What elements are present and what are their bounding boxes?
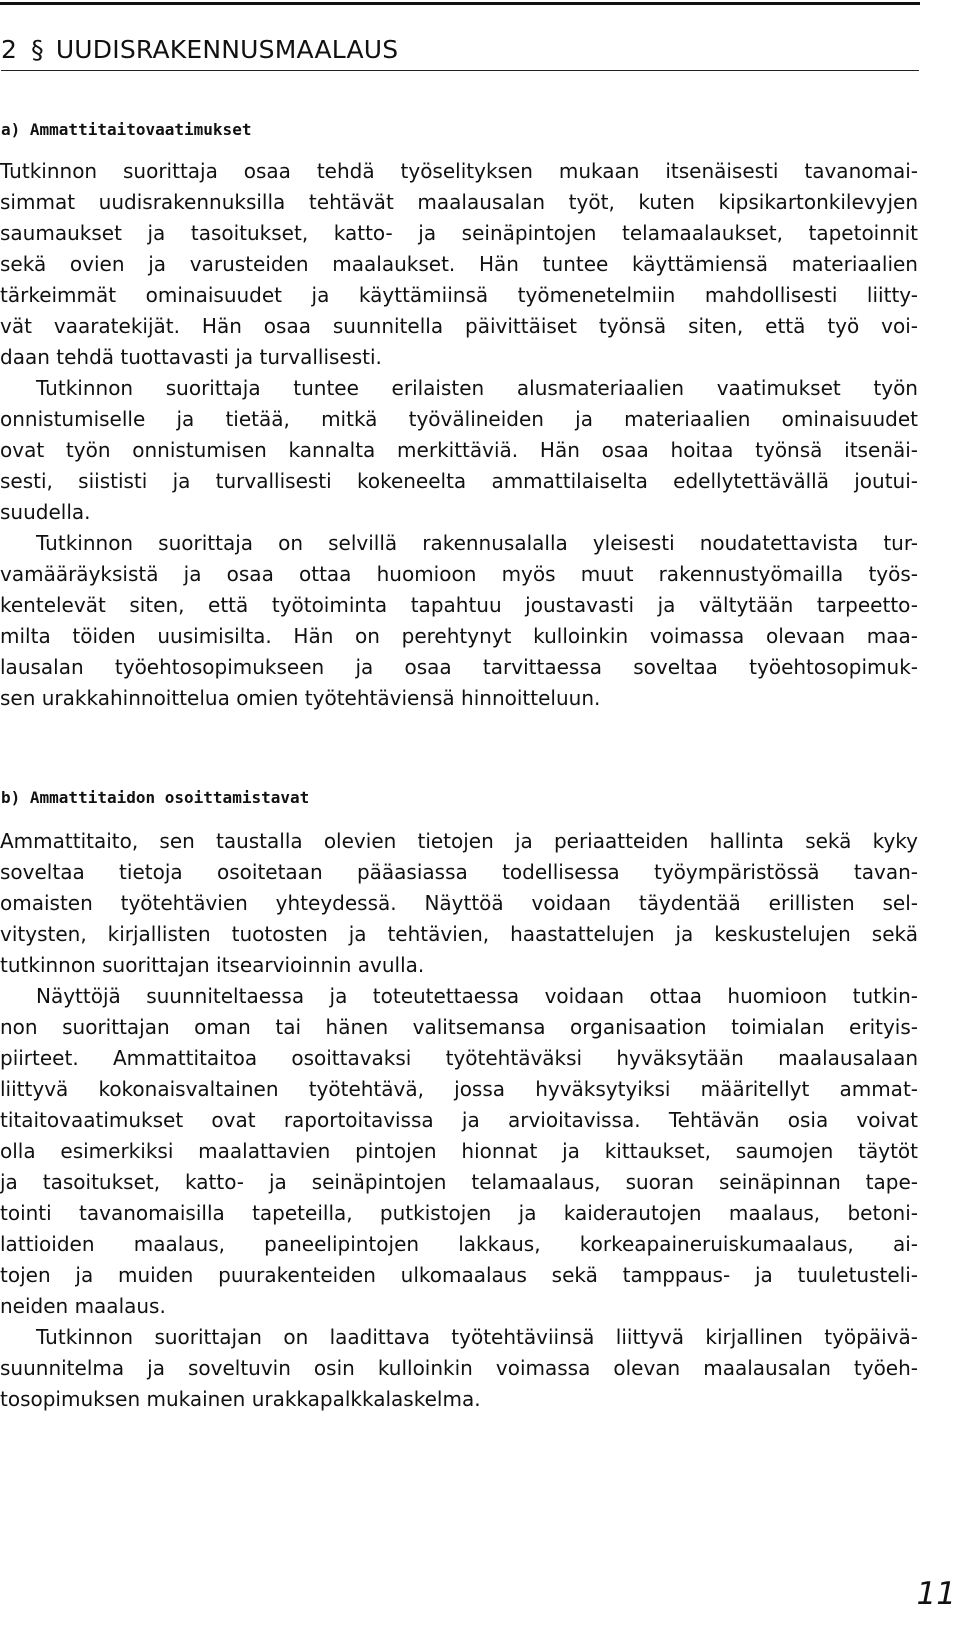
text-line: tojen ja muiden puurakenteiden ulkomaalaus sekä tamppaus- ja tuuletusteli- xyxy=(0,1263,918,1287)
top-rule xyxy=(0,2,920,5)
text-line: liittyvä kokonaisvaltainen työtehtävä, jossa hyväksytyiksi määritellyt ammat- xyxy=(0,1077,918,1101)
text-line: kentelevät siten, että työtoiminta tapahtuu joustavasti ja vältytään tarpeetto- xyxy=(0,593,918,617)
text-line: saumaukset ja tasoitukset, katto- ja seinäpintojen telamaalaukset, tapetoinnit xyxy=(0,221,918,245)
text-line: suudella. xyxy=(0,500,91,524)
text-line: vamääräyksistä ja osaa ottaa huomioon myös muut rakennustyömailla työs- xyxy=(0,562,918,586)
text-line: non suorittajan oman tai hänen valitsemansa organisaation toimialan erityis- xyxy=(0,1015,918,1039)
text-line: neiden maalaus. xyxy=(0,1294,166,1318)
text-line: vät vaaratekijät. Hän osaa suunnitella päivittäiset työnsä siten, että työ voi- xyxy=(0,314,918,338)
section-b-heading: b) Ammattitaidon osoittamistavat xyxy=(1,788,310,807)
text-line: Tutkinnon suorittaja tuntee erilaisten alusmateriaalien vaatimukset työn xyxy=(36,376,918,400)
section-b-body xyxy=(0,826,918,1415)
text-line: tosopimuksen mukainen urakkapalkkalaskelma. xyxy=(0,1387,481,1411)
text-line: Tutkinnon suorittaja osaa tehdä työselityksen mukaan itsenäisesti tavanomai- xyxy=(0,159,918,183)
text-line: tutkinnon suorittajan itsearvioinnin avulla. xyxy=(0,953,425,977)
section-a-body xyxy=(0,156,918,714)
text-line: ovat työn onnistumisen kannalta merkittäviä. Hän osaa hoitaa työnsä itsenäi- xyxy=(0,438,918,462)
text-line: sen urakkahinnoittelua omien työtehtäviensä hinnoitteluun. xyxy=(0,686,601,710)
text-line: suunnitelma ja soveltuvin osin kulloinkin voimassa olevan maalausalan työeh- xyxy=(0,1356,918,1380)
text-line: simmat uudisrakennuksilla tehtävät maalausalan työt, kuten kipsikartonkilevyjen xyxy=(0,190,918,214)
text-line: milta töiden uusimisilta. Hän on perehtynyt kulloinkin voimassa olevaan maa- xyxy=(0,624,918,648)
chapter-number: 2 xyxy=(1,35,18,64)
text-line: tointi tavanomaisilla tapeteilla, putkistojen ja kaiderautojen maalaus, betoni- xyxy=(0,1201,918,1225)
text-line: titaitovaatimukset ovat raportoitavissa ja arvioitavissa. Tehtävän osia voivat xyxy=(0,1108,918,1132)
text-line: Tutkinnon suorittaja on selvillä rakennusalalla yleisesti noudatettavista tur- xyxy=(36,531,918,555)
section-symbol: § xyxy=(31,35,44,64)
section-a-heading: a) Ammattitaitovaatimukset xyxy=(1,120,252,139)
text-line: olla esimerkiksi maalattavien pintojen hionnat ja kittaukset, saumojen täytöt xyxy=(0,1139,918,1163)
text-line: daan tehdä tuottavasti ja turvallisesti. xyxy=(0,345,382,369)
text-line: lattioiden maalaus, paneelipintojen lakkaus, korkeapaineruiskumaalaus, ai- xyxy=(0,1232,918,1256)
text-line: onnistumiselle ja tietää, mitkä työvälineiden ja materiaalien ominaisuudet xyxy=(0,407,918,431)
text-line: ja tasoitukset, katto- ja seinäpintojen telamaalaus, suoran seinäpinnan tape- xyxy=(0,1170,918,1194)
text-line: sekä ovien ja varusteiden maalaukset. Hän tuntee käyttämiensä materiaalien xyxy=(0,252,918,276)
text-line: soveltaa tietoja osoitetaan pääasiassa todellisessa työympäristössä tavan- xyxy=(0,860,918,884)
text-line: Ammattitaito, sen taustalla olevien tietojen ja periaatteiden hallinta sekä kyky xyxy=(0,829,918,853)
text-line: Näyttöjä suunniteltaessa ja toteutettaessa voidaan ottaa huomioon tutkin- xyxy=(36,984,918,1008)
text-line: lausalan työehtosopimukseen ja osaa tarvittaessa soveltaa työehtosopimuk- xyxy=(0,655,918,679)
text-line: omaisten työtehtävien yhteydessä. Näyttöä voidaan täydentää erillisten sel- xyxy=(0,891,918,915)
text-line: piirteet. Ammattitaitoa osoittavaksi työtehtäväksi hyväksytään maalausalaan xyxy=(0,1046,918,1070)
text-line: vitysten, kirjallisten tuotosten ja tehtävien, haastattelujen ja keskustelujen sekä xyxy=(0,922,918,946)
chapter-title: UUDISRAKENNUSMAALAUS xyxy=(55,35,399,64)
text-line: sesti, siististi ja turvallisesti kokeneelta ammattilaiselta edellytettävällä joutui- xyxy=(0,469,918,493)
text-line: tärkeimmät ominaisuudet ja käyttämiinsä työmenetelmiin mahdollisesti liitty- xyxy=(0,283,918,307)
chapter-header xyxy=(1,30,919,71)
text-line: Tutkinnon suorittajan on laadittava työtehtäviinsä liittyvä kirjallinen työpäivä- xyxy=(36,1325,918,1349)
page-number: 11 xyxy=(916,1576,956,1612)
